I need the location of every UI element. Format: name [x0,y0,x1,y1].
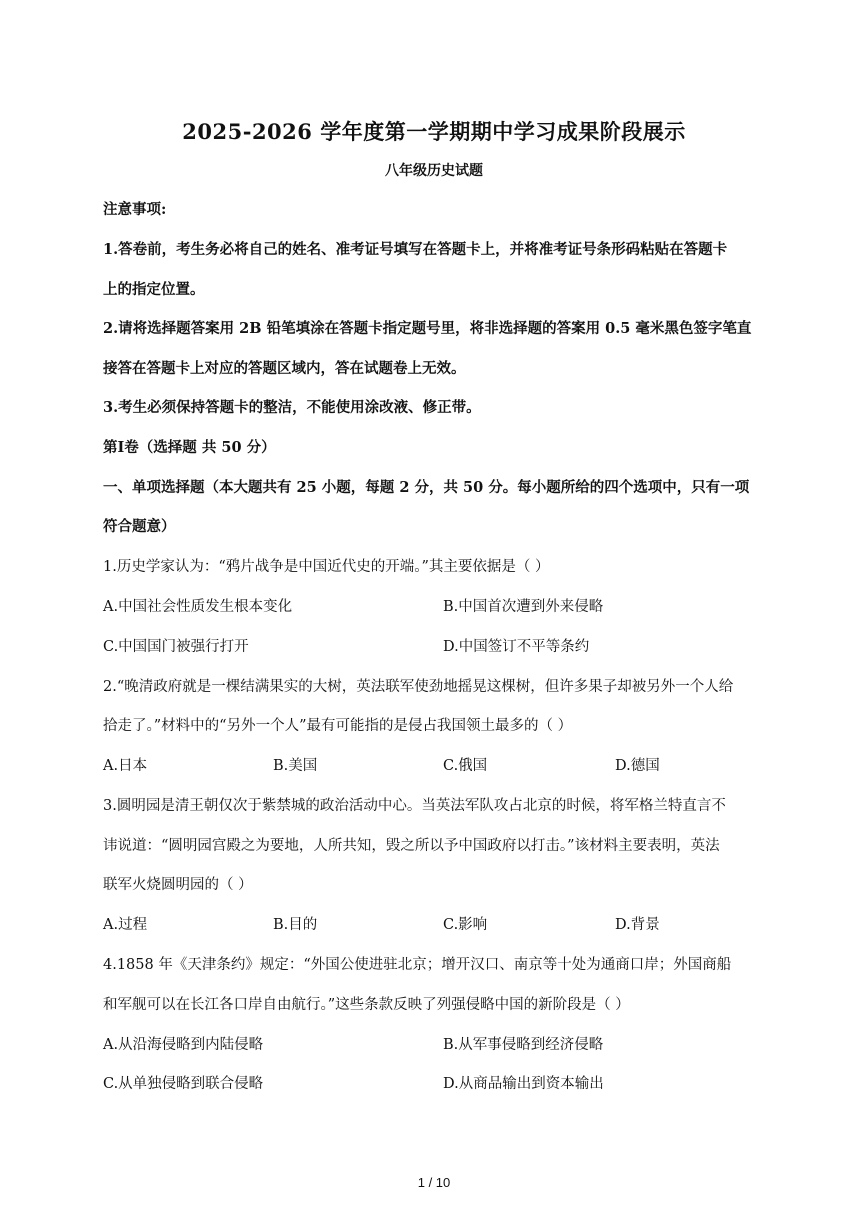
question-1-option-b: B.中国首次遭到外来侵略 [443,599,604,615]
section-instruction-line-1: 一、单项选择题（本大题共有 25 小题，每题 2 分，共 50 分。每小题所给的四个选项中，只有一项 [103,479,750,496]
question-4-stem-line-1: 4.1858 年《天津条约》规定：“外国公使进驻北京；增开汉口、南京等十处为通商口岸；外国商船 [103,957,732,973]
question-4-option-d: D.从商品输出到资本输出 [443,1076,604,1092]
question-3-option-a: A.过程 [103,917,148,933]
exam-subtitle: 八年级历史试题 [385,163,483,179]
question-3-option-c: C.影响 [443,917,488,933]
question-3-option-d: D.背景 [615,917,660,933]
question-2-option-a: A.日本 [103,758,148,774]
exam-title: 2025-2026 学年度第一学期期中学习成果阶段展示 [182,119,686,144]
question-1-option-d: D.中国签订不平等条约 [443,639,590,655]
question-4-stem-line-2: 和军舰可以在长江各口岸自由航行。”这些条款反映了列强侵略中国的新阶段是（ ） [103,997,630,1013]
notice-item-1-line-1: 1.答卷前，考生务必将自己的姓名、准考证号填写在答题卡上，并将准考证号条形码粘贴在答题卡 [103,241,728,258]
question-3-stem-line-1: 3.圆明园是清王朝仅次于紫禁城的政治活动中心。当英法军队攻占北京的时候，将军格兰特直言不 [103,798,726,814]
question-4-option-b: B.从军事侵略到经济侵略 [443,1037,604,1053]
question-2-option-c: C.俄国 [443,758,488,774]
page-indicator: 1 / 10 [417,1175,451,1190]
notice-item-1-line-2: 上的指定位置。 [103,281,205,298]
question-4-option-c: C.从单独侵略到联合侵略 [103,1076,264,1092]
part-title: 第Ⅰ卷（选择题 共 50 分） [103,439,276,456]
question-1-option-a: A.中国社会性质发生根本变化 [103,599,293,615]
notice-item-2-line-1: 2.请将选择题答案用 2B 铅笔填涂在答题卡指定题号里，将非选择题的答案用 0.5 毫米黑色签字笔直 [103,320,752,337]
question-1-stem: 1.历史学家认为：“鸦片战争是中国近代史的开端。”其主要依据是（ ） [103,559,550,575]
question-1-option-c: C.中国国门被强行打开 [103,639,249,655]
question-3-stem-line-3: 联军火烧圆明园的（ ） [103,877,253,893]
question-2-stem-line-2: 拾走了。”材料中的“另外一个人”最有可能指的是侵占我国领土最多的（ ） [103,718,573,734]
question-3-stem-line-2: 讳说道：“圆明园宫殿之为要地，人所共知，毁之所以予中国政府以打击。”该材料主要表明，英法 [103,838,720,854]
question-2-option-b: B.美国 [273,758,318,774]
section-instruction-line-2: 符合题意） [103,518,176,535]
question-3-option-b: B.目的 [273,917,318,933]
notice-item-2-line-2: 接答在答题卡上对应的答题区域内，答在试题卷上无效。 [103,360,466,377]
question-2-stem-line-1: 2.“晚清政府就是一棵结满果实的大树，英法联军使劲地摇晃这棵树，但许多果子却被另外一个人给 [103,679,734,695]
question-2-option-d: D.德国 [615,758,660,774]
notice-item-3: 3.考生必须保持答题卡的整洁，不能使用涂改液、修正带。 [103,399,481,416]
notice-heading: 注意事项: [103,201,167,218]
question-4-option-a: A.从沿海侵略到内陆侵略 [103,1037,264,1053]
